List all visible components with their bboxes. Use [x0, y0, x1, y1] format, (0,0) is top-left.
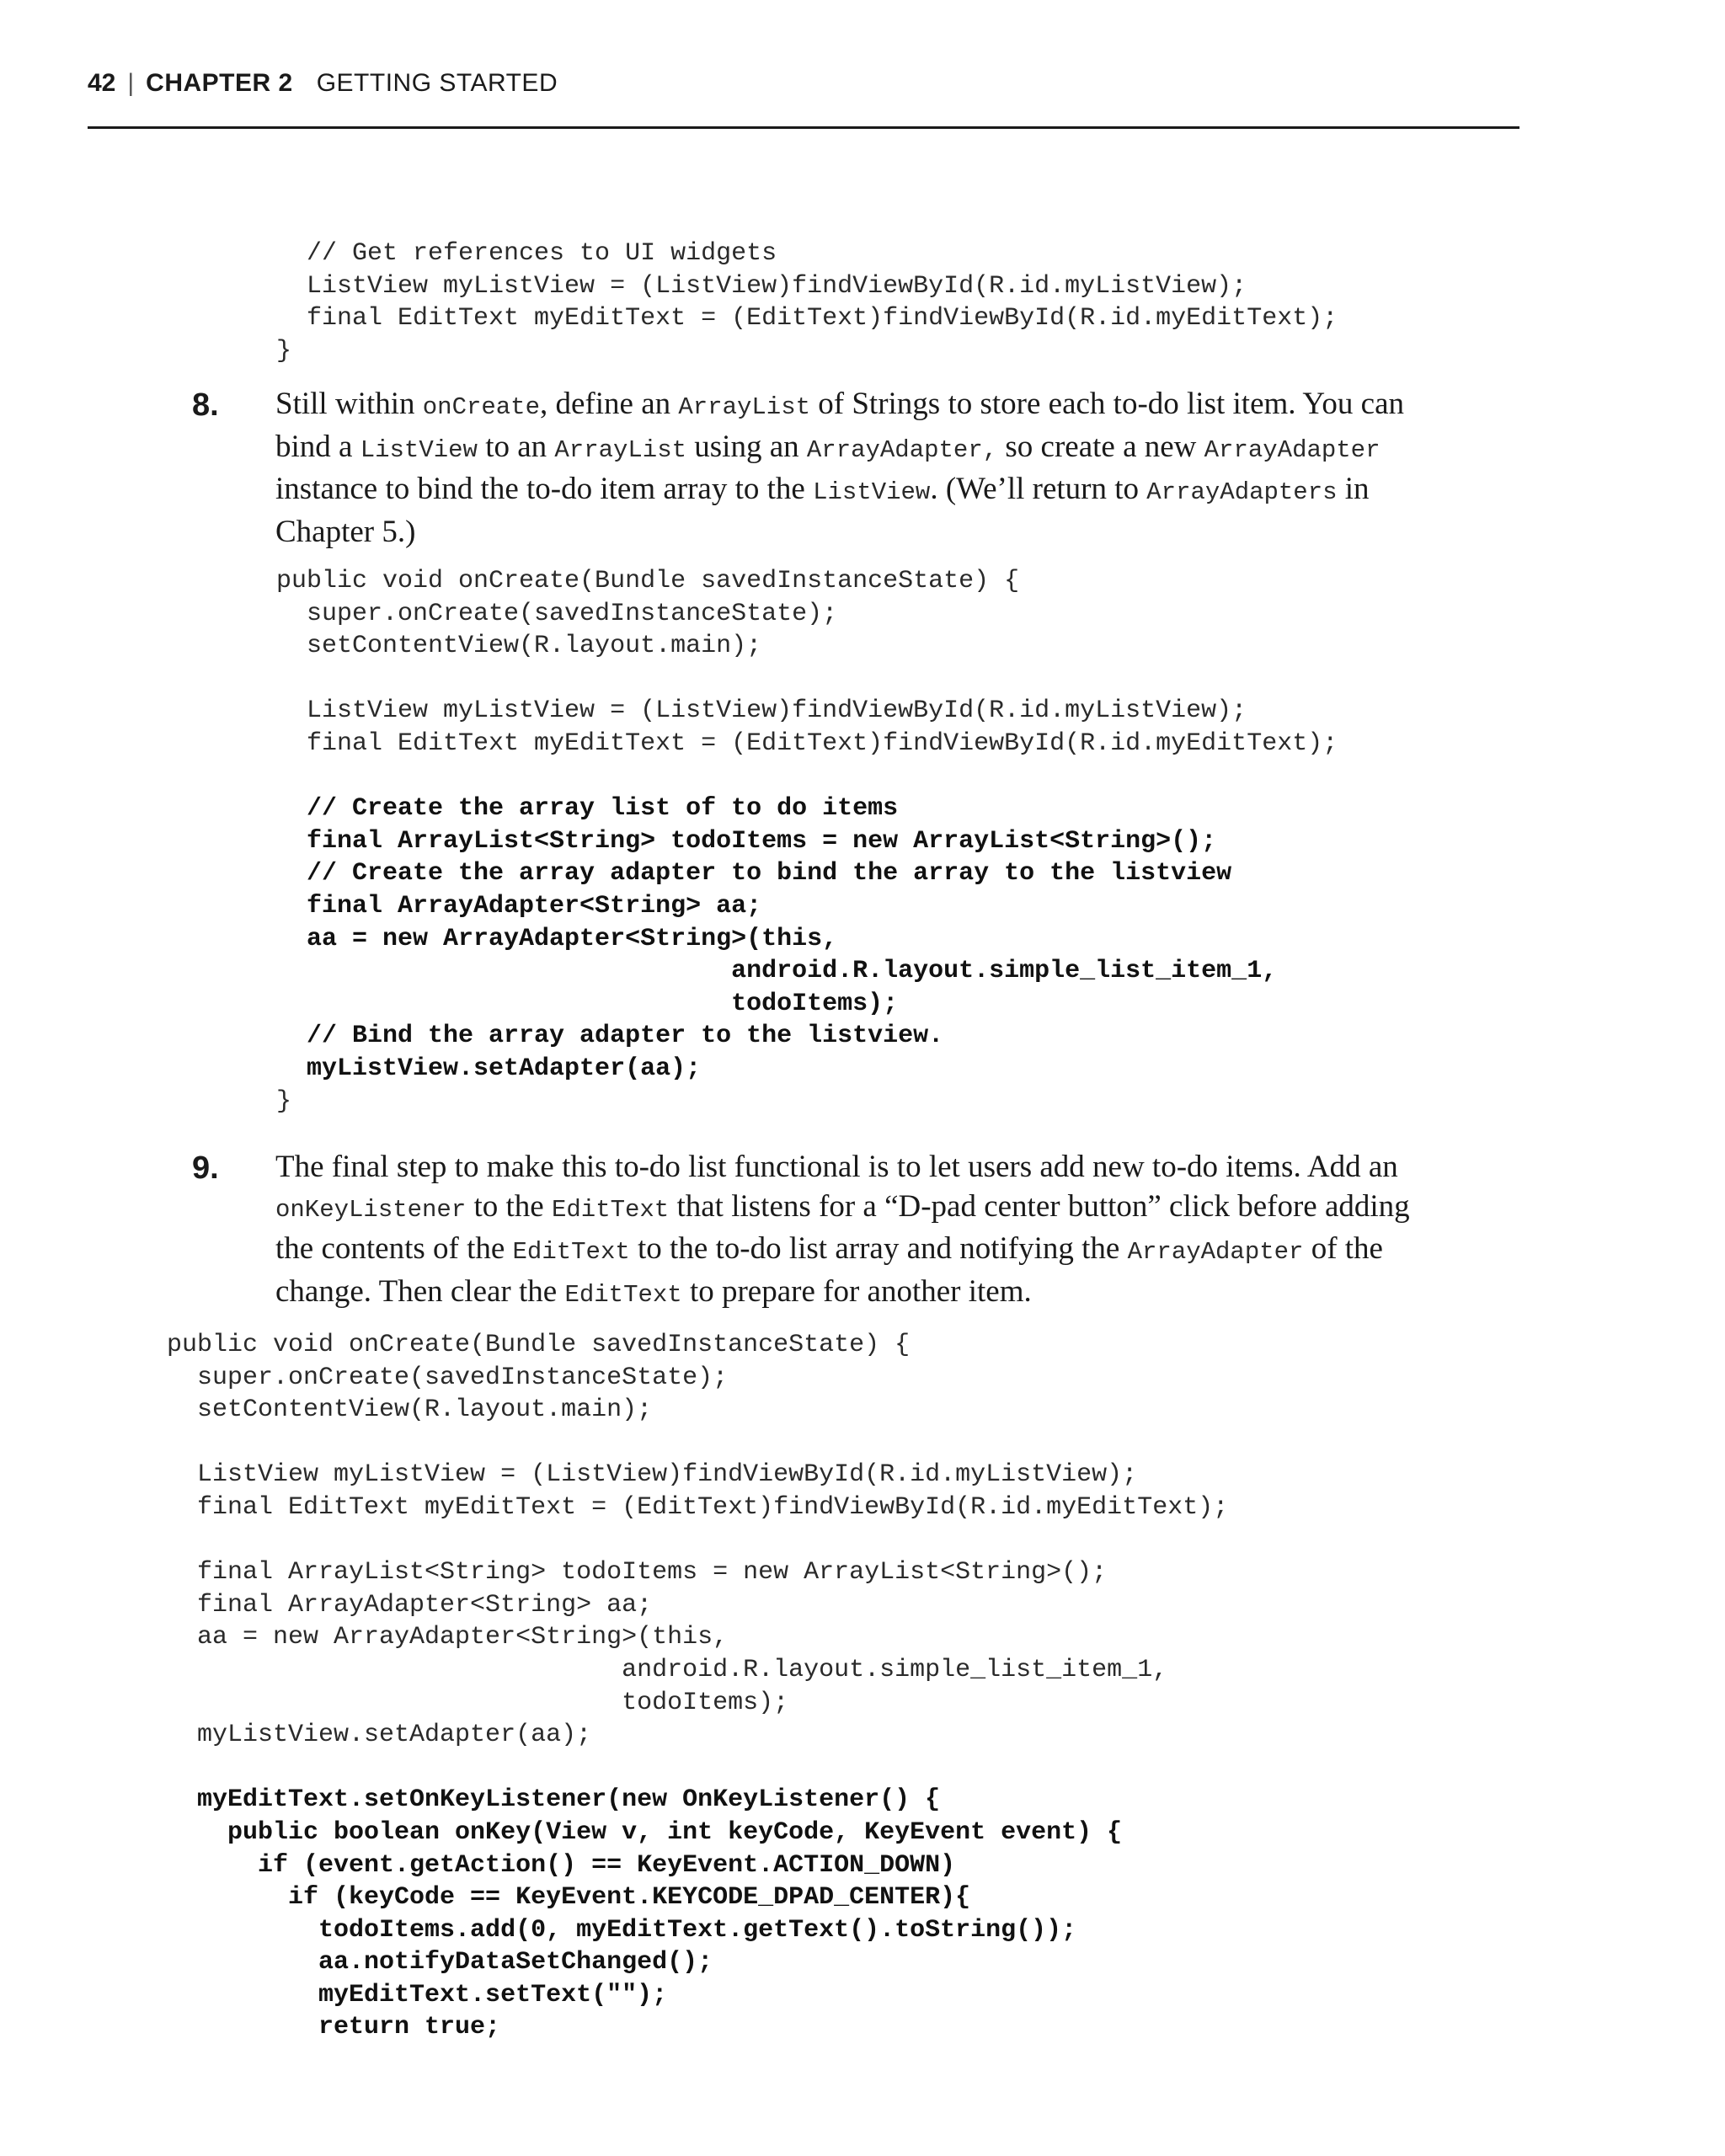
- header-rule: [88, 126, 1519, 129]
- code-line: final ArrayList<String> todoItems = new ArrayList<String>();: [276, 826, 1217, 856]
- code-line: myListView.setAdapter(aa);: [276, 1054, 702, 1083]
- paragraph-line: [275, 1187, 1497, 1230]
- paragraph-line: [275, 1273, 1497, 1315]
- inline-code: ArrayAdapter: [1127, 1238, 1304, 1266]
- text-run: to an: [477, 429, 555, 464]
- code-line: android.R.layout.simple_list_item_1,: [167, 1655, 1168, 1684]
- code-line: public void onCreate(Bundle savedInstanceState) {: [276, 567, 1020, 595]
- code-line: final ArrayList<String> todoItems = new ArrayList<String>();: [167, 1558, 1108, 1588]
- code-line: setContentView(R.layout.main);: [276, 632, 762, 661]
- code-line: setContentView(R.layout.main);: [167, 1396, 653, 1425]
- text-run: to the to-do list array and notifying the: [629, 1231, 1128, 1266]
- text-run: Still within: [275, 387, 423, 421]
- code-line: myListView.setAdapter(aa);: [167, 1721, 592, 1750]
- inline-code: onCreate: [422, 393, 540, 421]
- code-line: final EditText myEditText = (EditText)findViewById(R.id.myEditText);: [167, 1492, 1229, 1522]
- text-run: Chapter 5.): [275, 514, 416, 549]
- text-run: bind a: [275, 429, 360, 464]
- page-number: 42: [88, 69, 116, 97]
- code-line: return true;: [167, 2013, 501, 2042]
- code-block-key-listener: [167, 1329, 1228, 2044]
- code-line: [167, 1427, 1228, 1460]
- inline-code: EditText: [512, 1238, 630, 1266]
- paragraph-line: [275, 428, 1497, 471]
- step-9-number: 9.: [192, 1150, 219, 1186]
- code-line: [276, 663, 1338, 696]
- code-line: aa = new ArrayAdapter<String>(this,: [276, 924, 838, 953]
- code-line: aa = new ArrayAdapter<String>(this,: [167, 1623, 729, 1652]
- inline-code: ListView: [360, 435, 478, 464]
- code-line: // Get references to UI widgets: [276, 239, 777, 268]
- code-line: public void onCreate(Bundle savedInstanceState) {: [167, 1331, 911, 1359]
- code-line: ListView myListView = (ListView)findViewById(R.id.myListView);: [167, 1460, 1138, 1490]
- inline-code: onKeyListener: [275, 1195, 467, 1224]
- code-line: // Bind the array adapter to the listview.: [276, 1022, 944, 1051]
- text-run: instance to bind the to-do item array to the: [275, 472, 814, 506]
- code-line: final ArrayAdapter<String> aa;: [167, 1590, 653, 1620]
- code-line: ListView myListView = (ListView)findViewById(R.id.myListView);: [276, 271, 1247, 301]
- step-9-paragraph: [275, 1148, 1497, 1315]
- text-run: The final step to make this to-do list functional is to let users add new to-do items. Add an: [275, 1150, 1398, 1184]
- inline-code: EditText: [564, 1280, 682, 1309]
- chapter-title: GETTING STARTED: [316, 69, 558, 97]
- code-line: [167, 1752, 1228, 1785]
- inline-code: ListView: [813, 478, 931, 506]
- code-line: if (keyCode == KeyEvent.KEYCODE_DPAD_CENTER){: [167, 1883, 971, 1913]
- code-line: public boolean onKey(View v, int keyCode, KeyEvent event) {: [167, 1817, 1123, 1847]
- code-line: // Create the array list of to do items: [276, 794, 899, 824]
- inline-code: ArrayAdapter,: [806, 435, 998, 464]
- paragraph-line: [275, 513, 1497, 552]
- code-line: if (event.getAction() == KeyEvent.ACTION_DOWN): [167, 1850, 956, 1880]
- code-line: final EditText myEditText = (EditText)findViewById(R.id.myEditText);: [276, 304, 1338, 334]
- code-line: final EditText myEditText = (EditText)findViewById(R.id.myEditText);: [276, 728, 1338, 758]
- inline-code: ArrayAdapter: [1204, 435, 1381, 464]
- code-line: ListView myListView = (ListView)findViewById(R.id.myListView);: [276, 696, 1247, 726]
- code-line: android.R.layout.simple_list_item_1,: [276, 957, 1278, 986]
- code-line: [167, 1524, 1228, 1557]
- paragraph-line: [275, 1148, 1497, 1187]
- code-line: super.onCreate(savedInstanceState);: [167, 1363, 729, 1392]
- text-run: so create a new: [997, 429, 1204, 464]
- text-run: of the: [1303, 1231, 1383, 1266]
- running-header: [88, 69, 558, 98]
- code-line: // Create the array adapter to bind the array to the listview: [276, 859, 1232, 889]
- code-block-array-adapter: [276, 565, 1338, 1118]
- text-run: of Strings to store each to-do list item. You can: [810, 387, 1405, 421]
- text-run: the contents of the: [275, 1231, 513, 1266]
- code-line: todoItems);: [167, 1688, 789, 1717]
- code-line: [276, 760, 1338, 793]
- text-run: change. Then clear the: [275, 1273, 565, 1309]
- code-line: todoItems.add(0, myEditText.getText().toString());: [167, 1915, 1077, 1945]
- text-run: to prepare for another item.: [681, 1273, 1032, 1309]
- inline-code: ArrayAdapters: [1146, 478, 1338, 506]
- paragraph-line: [275, 385, 1497, 428]
- code-line: myEditText.setText("");: [167, 1980, 668, 2009]
- code-line: }: [276, 1086, 292, 1116]
- step-8-number: 8.: [192, 387, 219, 423]
- inline-code: ArrayList: [678, 393, 811, 421]
- inline-code: EditText: [551, 1195, 670, 1224]
- inline-code: ArrayList: [554, 435, 687, 464]
- text-run: . (We’ll return to: [930, 472, 1147, 506]
- paragraph-line: [275, 1230, 1497, 1273]
- text-run: , define an: [540, 387, 679, 421]
- paragraph-line: [275, 470, 1497, 513]
- code-block-get-references: [276, 237, 1338, 367]
- code-line: }: [276, 336, 292, 366]
- text-run: using an: [686, 429, 807, 464]
- code-line: super.onCreate(savedInstanceState);: [276, 599, 838, 628]
- text-run: that listens for a “D-pad center button” click before adding: [669, 1188, 1410, 1224]
- chapter-label: CHAPTER 2: [146, 69, 293, 97]
- header-separator: |: [127, 69, 135, 97]
- step-8-paragraph: [275, 385, 1497, 552]
- code-line: aa.notifyDataSetChanged();: [167, 1948, 713, 1977]
- code-line: final ArrayAdapter<String> aa;: [276, 891, 762, 921]
- text-run: to the: [466, 1188, 552, 1224]
- text-run: in: [1337, 472, 1370, 506]
- code-line: myEditText.setOnKeyListener(new OnKeyListener() {: [167, 1785, 941, 1815]
- code-line: todoItems);: [276, 989, 899, 1018]
